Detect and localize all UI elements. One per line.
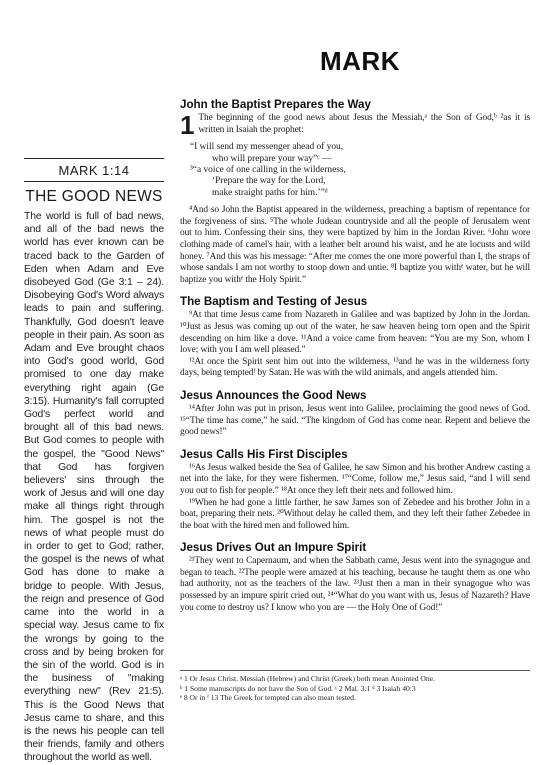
- footnotes: [180, 670, 530, 703]
- verse-paragraph: ⁴And so John the Baptist appeared in the wilderness, preaching a baptism of repentance for the forgiveness of sins. ⁵The whole Judean countryside and all the people of Jerusalem went out to him. Confessing their sins, they were baptized by him in the Jordan River. ⁶John wore clothing made of camel's hair, with a leather belt around his waist, and he ate locusts and wild honey. ⁷And this was his message: “After me comes the one more powerful than I, the straps of whose sandals I am not worthy to stoop down and untie. ⁸I baptize you withᵉ water, but he will baptize you withᵉ the Holy Spirit.”: [180, 205, 530, 285]
- verse-paragraph: ¹²At once the Spirit sent him out into the wilderness, ¹³and he was in the wilderness forty days, being temptedᶠ by Satan. He was with the wild animals, and angels attended him.: [180, 356, 530, 379]
- section-impure-spirit: [180, 541, 530, 614]
- sidebar-body: The world is full of bad news, and all of the bad news the world has ever known can be traced back to the Garden of Eden when Adam and Eve disobeyed God (Ge 3:1 – 24). Disobeying God's Word always leads to pain and suffering. Thankfully, God doesn't leave people in their pain. As soon as Adam and Eve brought chaos into God's good world, God promised to one day make everything right again (Ge 3:15). Humanity's fall corrupted God's perfect world and brought all of this bad news. But God comes to people with the gospel, the "Good News" that God has forgiven believers' sins through the work of Jesus and will one day make all things right through him. The gospel is not the news of what people must do in order to get to God; rather, the gospel is the news of what God has done to make a bridge to people. With Jesus, the reign and presence of God came into the world in a special way. Jesus came to fix the wrongs by going to the cross and by being broken for the sin of the world. God is in the business of "making everything new" (Rev 21:5). This is the Good News that Jesus came to share, and this is the news his people can tell their friends, family and others throughout the world as well.: [24, 211, 164, 764]
- chapter-number: 1: [180, 110, 195, 140]
- verse-paragraph: ²¹They went to Capernaum, and when the Sabbath came, Jesus went into the synagogue and began to teach. ²²The people were amazed at his teaching, because he taught them as one who had authority, not as the teachers of the law. ²³Just then a man in their synagogue who was possessed by an impure spirit cried out, ²⁴“What do you want with us, Jesus of Nazareth? Have you come to destroy us? I know who you are — the Holy One of God!”: [180, 556, 530, 613]
- footnote: ᵃ 1 Or Jesus Christ. Messiah (Hebrew) and Christ (Greek) both mean Anointed One.: [180, 674, 435, 683]
- section-first-disciples: [180, 448, 530, 533]
- section-heading: Jesus Drives Out an Impure Spirit: [180, 541, 367, 555]
- sidebar-article: [24, 158, 164, 765]
- sidebar-title: THE GOOD NEWS: [25, 188, 163, 205]
- section-baptism-and-testing: [180, 295, 530, 380]
- sidebar-reference: MARK 1:14: [58, 163, 130, 178]
- poem-line: “I will send my messenger ahead of you,: [190, 142, 344, 153]
- verse-paragraph: ¹⁹When he had gone a little farther, he saw James son of Zebedee and his brother John in a boat, preparing their nets. ²⁰Without delay he called them, and they left their father Zebedee in the boat with the hired men and followed him.: [180, 497, 530, 531]
- footnote: ᵇ 1 Some manuscripts do not have the Son of God. ᶜ 2 Mal. 3:1 ᵈ 3 Isaiah 40:3: [180, 683, 416, 693]
- section-heading: The Baptism and Testing of Jesus: [180, 295, 368, 309]
- section-john-the-baptist: [180, 98, 530, 286]
- section-heading: John the Baptist Prepares the Way: [180, 98, 371, 111]
- section-heading: Jesus Calls His First Disciples: [180, 447, 348, 461]
- verse-paragraph: ⁹At that time Jesus came from Nazareth in Galilee and was baptized by John in the Jordan. ¹⁰Just as Jesus was coming up out of the water, he saw heaven being torn open and the Spirit descending on him like a dove. ¹¹And a voice came from heaven: “You are my Son, whom I love; with you I am well pleased.”: [180, 310, 530, 356]
- footnote: ᵉ 8 Or in ᶠ 13 The Greek for tempted can also mean tested.: [180, 693, 356, 703]
- poem-line: ‘Prepare the way for the Lord,: [212, 176, 326, 187]
- section-heading: Jesus Announces the Good News: [180, 388, 367, 402]
- verse-paragraph: [180, 110, 530, 140]
- poem-line: who will prepare your way”ᶜ —: [212, 153, 332, 164]
- scripture-column: [180, 98, 530, 614]
- verse-paragraph: ¹⁶As Jesus walked beside the Sea of Galilee, he saw Simon and his brother Andrew casting a net into the lake, for they were fishermen. ¹⁷“Come, follow me,” Jesus said, “and I will send you out to fish for people.” ¹⁸At once they left their nets and followed him.: [180, 462, 530, 496]
- book-title: MARK: [320, 46, 400, 76]
- poem-line: make straight paths for him.’”ᵈ: [212, 187, 328, 198]
- poem-line: ³“a voice of one calling in the wilderness,: [190, 165, 346, 175]
- poetry-quote: [190, 142, 530, 199]
- section-good-news: [180, 389, 530, 439]
- verse-paragraph: ¹⁴After John was put in prison, Jesus went into Galilee, proclaiming the good news of God. ¹⁵“The time has come,” he said. “The kingdom of God has come near. Repent and believe the good news!”: [180, 403, 530, 438]
- verse-text: The beginning of the good news about Jesus the Messiah,ᵃ the Son of God,ᵇ ²as it is written in Isaiah the prophet:: [198, 113, 530, 135]
